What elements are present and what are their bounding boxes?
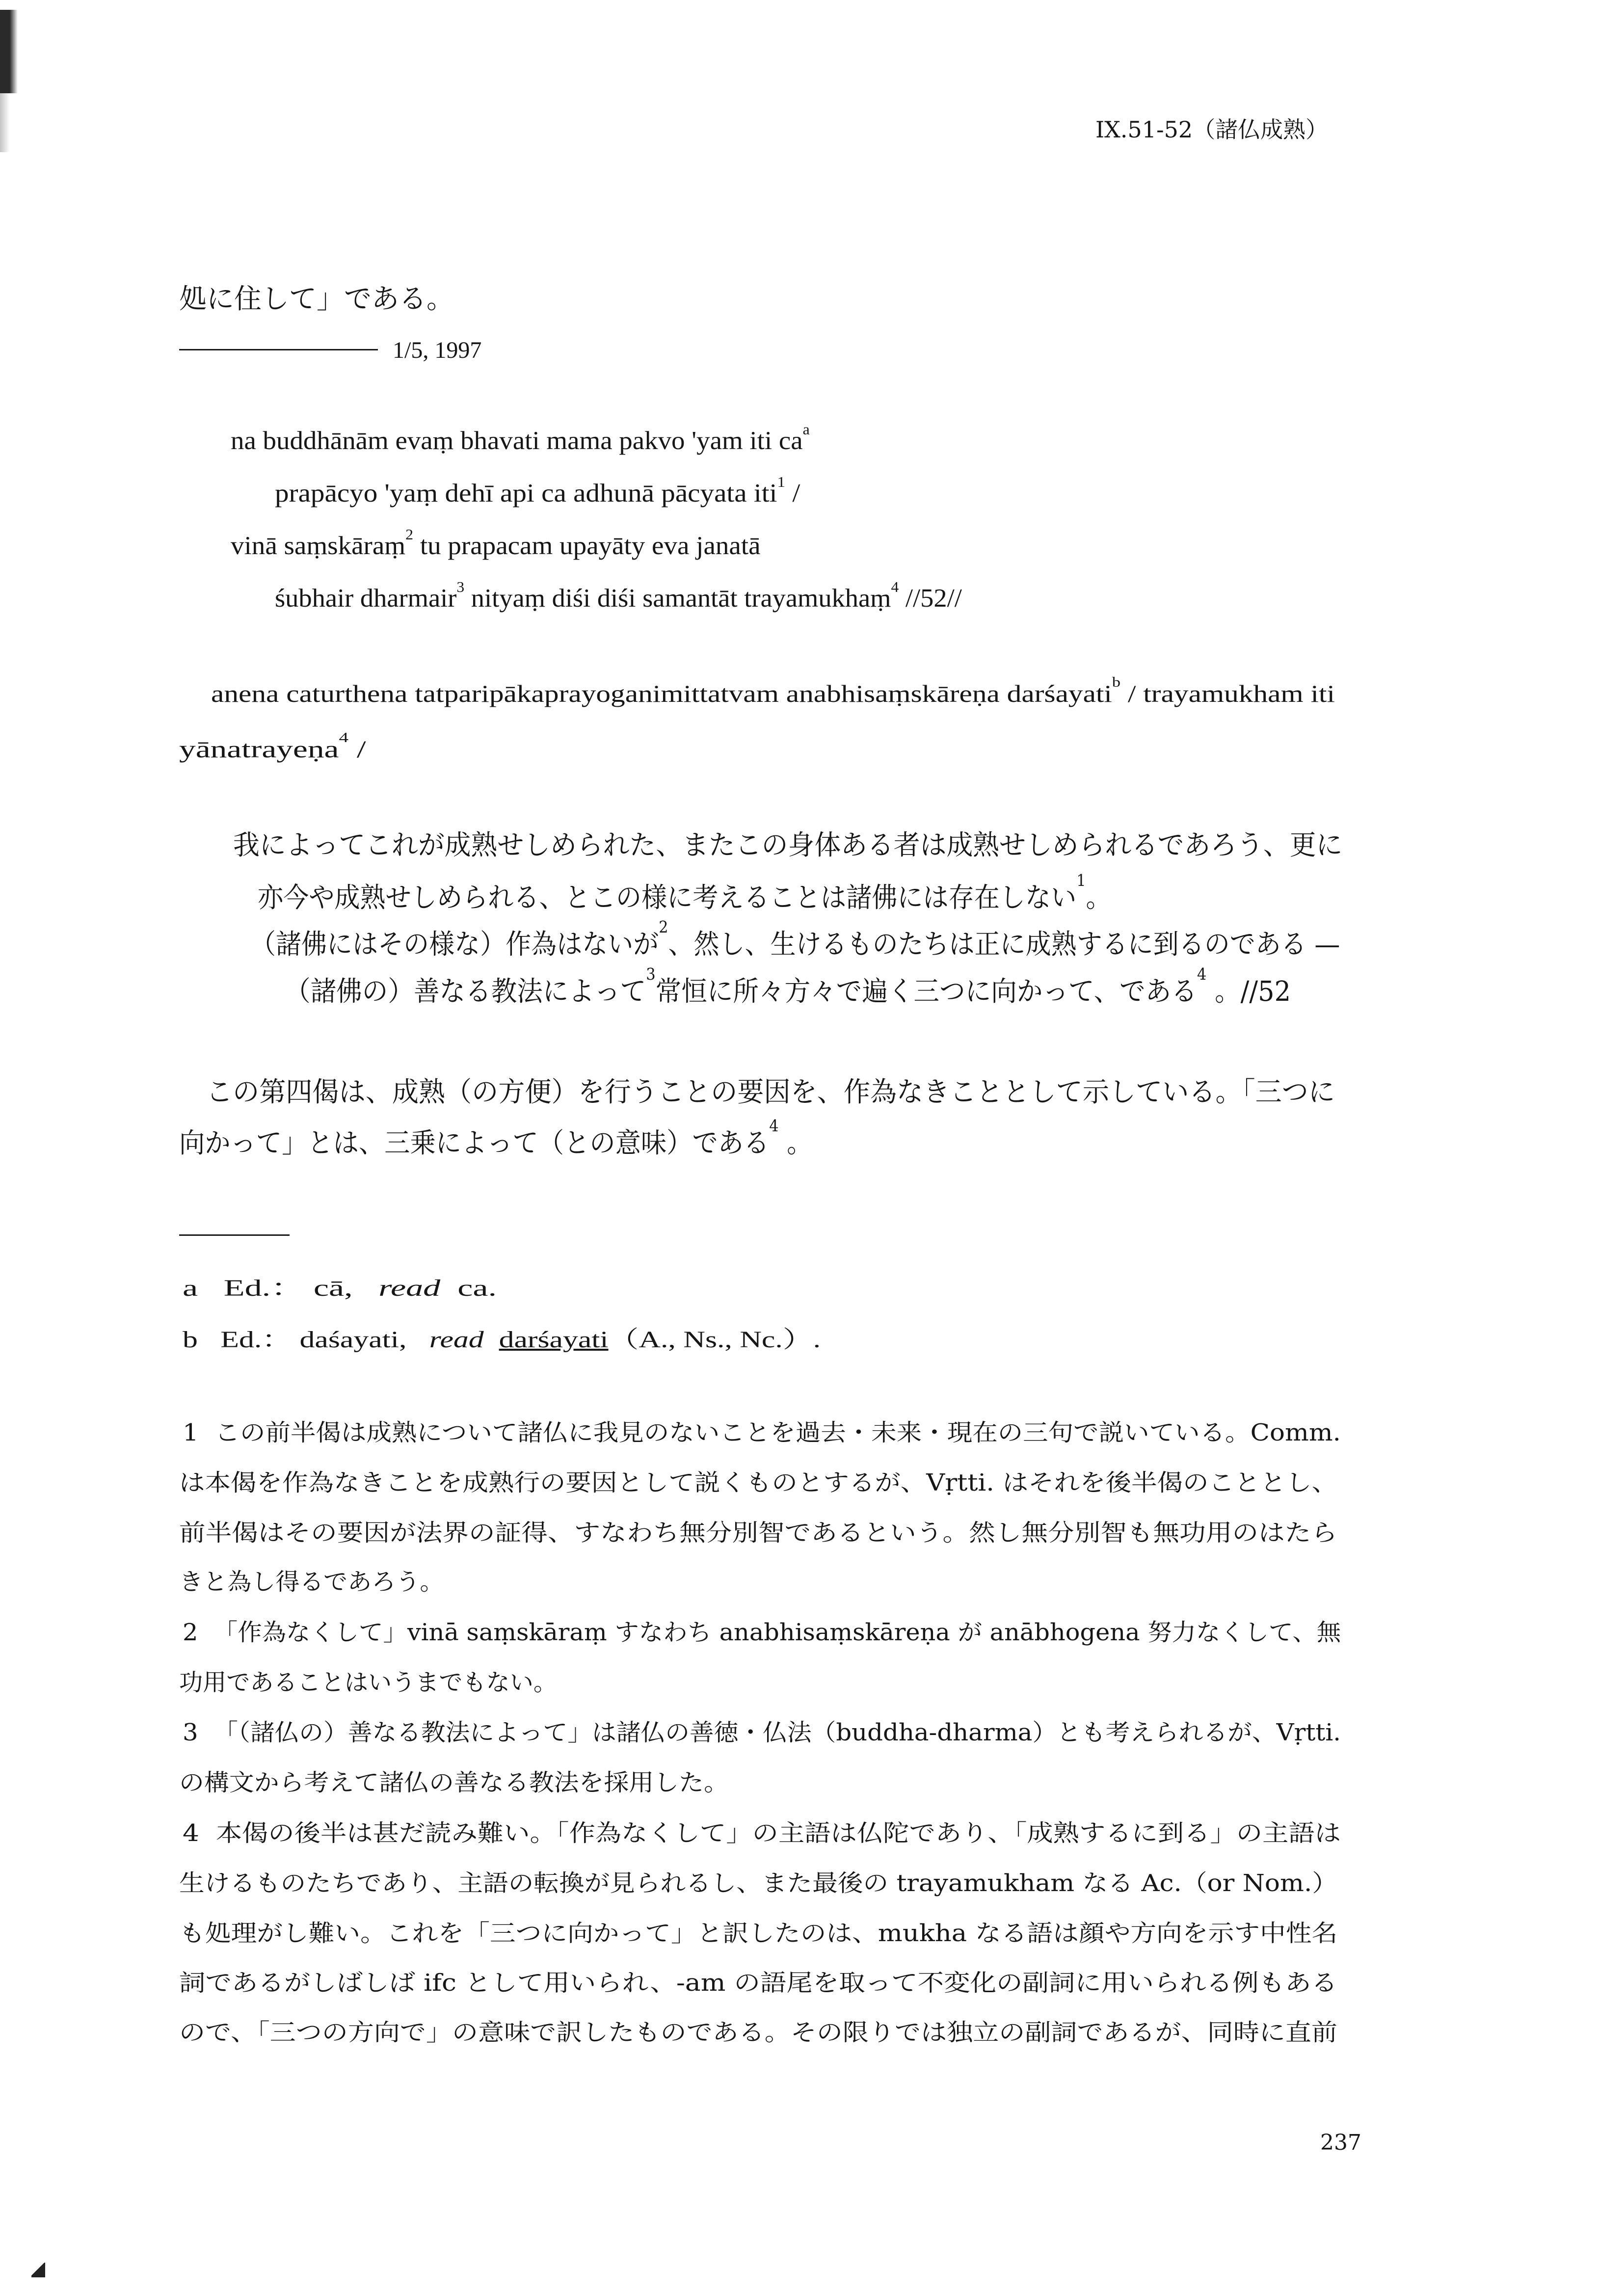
section-divider-rule [179,349,378,350]
footnote-1-line-3: 前半偈はその要因が法界の証得、すなわち無分別智であるという。然し無分別智も無功用のはたら [179,1519,1338,1547]
note-a: a Ed.： cā, read ca. [183,1275,497,1301]
note-b: b Ed.： daśayati, read darśayati（A., Ns., Nc.）. [183,1327,821,1353]
scan-corner-mark [31,2263,45,2277]
footnote-2-line-2: 功用であることはいうまでもない。 [179,1669,558,1696]
verse-line-1: na buddhānām evaṃ bhavati mama pakvo 'yam iti $ca^a$ [231,421,810,455]
footnote-4-line-3: も処理がし難い。これを「三つに向かって」と訳したのは、mukha なる語は顔や方向を示す中性名 [179,1920,1338,1947]
prev-section-last-line: 処に住して」である。 [179,283,454,315]
footnote-1-line-1: 1 この前半偈は成熟について諸仏に我見のないことを過去・未来・現在の三句で説いている。Comm. [183,1419,1341,1446]
footnote-2-line-1: 2 「作為なくして」vinā saṃskāraṃ すなわち anabhisaṃskāreṇa が anābhogena 努力なくして、無 [183,1619,1341,1646]
page-number: 237 [1320,2130,1361,2155]
verse-line-4: śubhair dharmair$^3$ nityaṃ diśi diśi samantāt trayamukhaṃ$^4$ //52// [275,579,962,613]
footnote-3-line-2: の構文から考えて諸仏の善なる教法を採用した。 [179,1769,729,1796]
translation-comm-line-1: この第四偈は、成熟（の方便）を行うことの要因を、作為なきこととして示している。「三つに [206,1076,1335,1108]
translation-comm-line-2: 向かって」とは、三乗によって（との意味）である$^4$ 。 [179,1117,813,1159]
footnote-1-line-4: きと為し得るであろう。 [179,1568,444,1596]
footnote-4-line-4: 詞であるがしばしば ifc として用いられ、-am の語尾を取って不変化の副詞に用いられる例もある [179,1969,1338,1997]
translation-verse-line-2: 亦今や成熟せしめられる、とこの様に考えることは諸佛には存在しない$^1$。 [258,871,1112,914]
scan-binding-shadow [0,10,18,93]
verse-line-3: vinā saṃskāraṃ$^2$ tu prapacam upayāty eva janatā [231,526,761,560]
footnote-4-line-5: ので、「三つの方向で」の意味で訳したものである。その限りでは独立の副詞であるが、同時に直前 [179,2019,1338,2046]
translation-verse-line-3: （諸佛にはその様な）作為はないが$^2$、然し、生けるものたちは正に成熟するに到るのである — [250,918,1340,961]
footnote-4-line-2: 生けるものたちであり、主語の転換が見られるし、また最後の trayamukham なる Ac.（or Nom.） [179,1869,1338,1897]
section-date: 1/5, 1997 [393,337,482,363]
commentary-line-1: anena caturthena tatparipākaprayoganimittatvam anabhisaṃskāreṇa darśayati$^b$ / trayamukham iti [211,674,1335,707]
footnote-separator [179,1234,290,1236]
commentary-line-2: yānatrayeṇa$^4$ / [179,730,366,763]
footnote-4-line-1: 4 本偈の後半は甚だ読み難い。「作為なくして」の主語は仏陀であり、「成熟するに到る」の主語は [183,1819,1341,1847]
footnote-3-line-1: 3 「（諸仏の）善なる教法によって」は諸仏の善徳・仏法（buddha-dharma）とも考えられるが、Vṛtti. [183,1719,1341,1746]
running-header: IX.51-52（諸仏成熟） [1095,116,1329,143]
footnote-1-line-2: は本偈を作為なきことを成熟行の要因として説くものとするが、Vṛtti. はそれを後半偈のこととし、 [179,1469,1338,1496]
translation-verse-line-4: （諸佛の）善なる教法によって$^3$常恒に所々方々で遍く三つに向かって、である$^4$ 。//52 [285,965,1291,1008]
scan-binding-noise [0,93,10,152]
verse-line-2: prapācyo 'yaṃ dehī api ca adhunā pācyata iti$^1$ / [275,474,800,507]
translation-verse-line-1: 我によってこれが成熟せしめられた、またこの身体ある者は成熟せしめられるであろう、更に [233,829,1343,861]
